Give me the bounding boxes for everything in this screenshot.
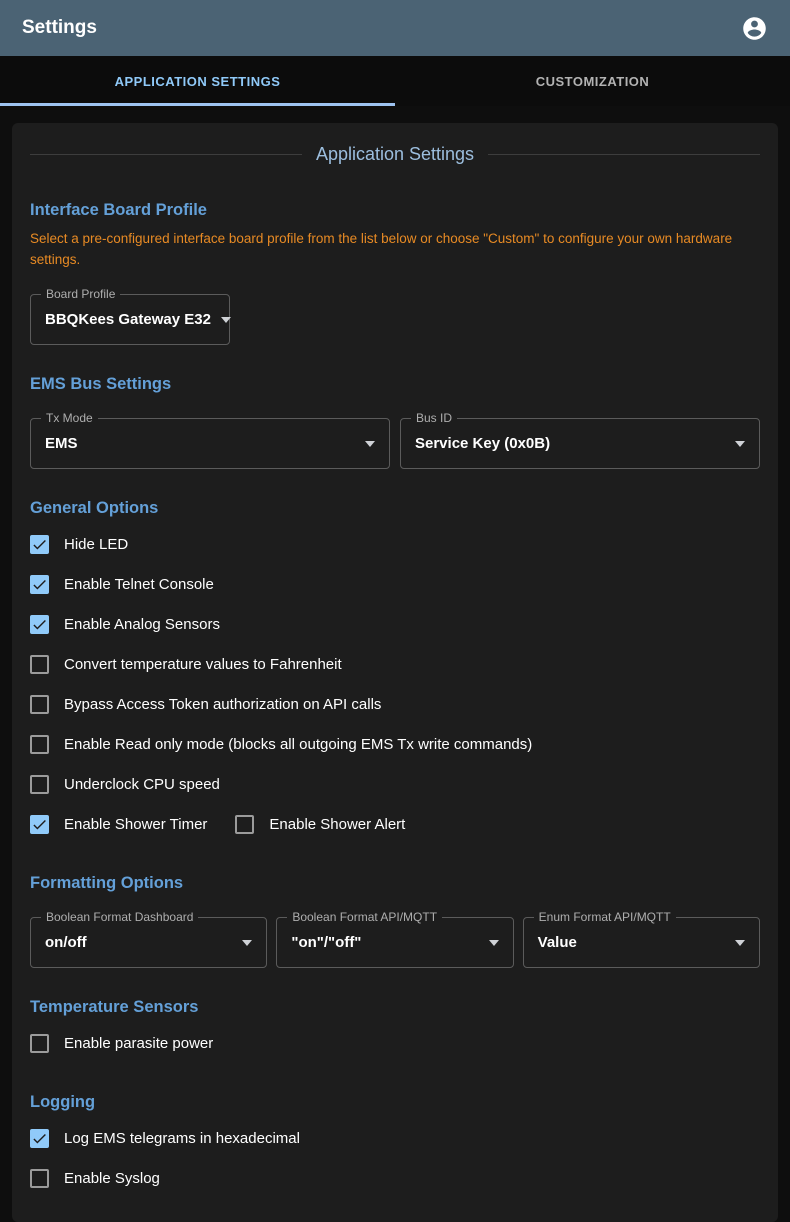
checkbox-label: Enable Telnet Console [64, 575, 214, 593]
section-heading-ems-bus: EMS Bus Settings [30, 375, 172, 393]
enum-format-api-select[interactable] [523, 910, 760, 968]
checkbox-hide-led[interactable] [30, 535, 128, 554]
checkbox-box[interactable] [30, 815, 49, 834]
boolean-format-api-label: Boolean Format API/MQTT [287, 910, 442, 924]
bus-id-value: Service Key (0x0B) [415, 435, 551, 452]
checkbox-box[interactable] [30, 615, 49, 634]
checkbox-log-hexadecimal[interactable] [30, 1129, 300, 1148]
shower-checkbox-row [30, 804, 760, 844]
checkbox-box[interactable] [30, 1129, 49, 1148]
checkbox-row [30, 564, 760, 604]
chevron-down-icon [221, 317, 231, 323]
page-title-row [30, 144, 760, 165]
checkbox-enable-syslog[interactable] [30, 1169, 160, 1188]
ems-bus-field-row [30, 411, 760, 469]
checkbox-box[interactable] [30, 1169, 49, 1188]
board-profile-select[interactable] [30, 287, 230, 345]
boolean-format-api-value: "on"/"off" [291, 934, 362, 951]
checkbox-label: Convert temperature values to Fahrenheit [64, 655, 342, 673]
checkbox-enable-telnet-console[interactable] [30, 575, 214, 594]
tab-application-settings[interactable]: APPLICATION SETTINGS [0, 56, 395, 106]
board-profile-value: BBQKees Gateway E32 [45, 311, 211, 328]
temperature-options-list [30, 1023, 760, 1063]
tx-mode-label: Tx Mode [41, 411, 98, 425]
checkbox-underclock-cpu[interactable] [30, 775, 220, 794]
tx-mode-value: EMS [45, 435, 78, 452]
chevron-down-icon [365, 441, 375, 447]
tx-mode-select[interactable] [30, 411, 390, 469]
checkbox-label: Enable Shower Timer [64, 815, 208, 833]
tab-customization[interactable]: CUSTOMIZATION [535, 73, 650, 89]
chevron-down-icon [735, 441, 745, 447]
checkbox-label: Enable Read only mode (blocks all outgoing EMS Tx write commands) [64, 735, 533, 753]
checkbox-row [30, 1158, 760, 1198]
app-bar [0, 0, 790, 56]
checkbox-box[interactable] [235, 815, 254, 834]
account-circle-icon[interactable] [741, 15, 768, 42]
enum-format-api-value: Value [537, 934, 577, 951]
checkbox-box[interactable] [30, 1034, 49, 1053]
chevron-down-icon [489, 940, 499, 946]
section-heading-general: General Options [30, 499, 159, 517]
settings-card [12, 123, 778, 1222]
checkbox-label: Hide LED [64, 535, 129, 553]
interface-board-description: Select a pre-configured interface board profile from the list below or choose "Custom" to configure your own hardware settings. [30, 231, 733, 267]
checkbox-row [30, 684, 760, 724]
chevron-down-icon [242, 940, 252, 946]
boolean-format-dashboard-select[interactable] [30, 910, 267, 968]
checkbox-shower-timer[interactable] [30, 815, 207, 834]
section-heading-interface-board: Interface Board Profile [30, 201, 207, 219]
checkbox-row [30, 644, 760, 684]
checkbox-label: Log EMS telegrams in hexadecimal [64, 1129, 300, 1147]
section-heading-logging: Logging [30, 1093, 96, 1111]
checkbox-label: Enable Shower Alert [269, 815, 406, 833]
tab-bar [0, 56, 790, 106]
general-options-list [30, 524, 760, 844]
title-divider-right [488, 154, 760, 155]
checkbox-parasite-power[interactable] [30, 1034, 213, 1053]
checkbox-box[interactable] [30, 535, 49, 554]
checkbox-label: Enable parasite power [64, 1034, 214, 1052]
board-profile-label: Board Profile [41, 287, 120, 301]
bus-id-label: Bus ID [411, 411, 457, 425]
checkbox-row [30, 764, 760, 804]
checkbox-label: Bypass Access Token authorization on API calls [64, 695, 382, 713]
checkbox-enable-analog-sensors[interactable] [30, 615, 220, 634]
checkbox-label: Underclock CPU speed [64, 775, 220, 793]
section-heading-temperature: Temperature Sensors [30, 998, 199, 1016]
checkbox-box[interactable] [30, 775, 49, 794]
section-heading-formatting: Formatting Options [30, 874, 184, 892]
checkbox-read-only-mode[interactable] [30, 735, 532, 754]
checkbox-row [30, 1118, 760, 1158]
checkbox-row [30, 604, 760, 644]
checkbox-box[interactable] [30, 735, 49, 754]
checkbox-bypass-access-token[interactable] [30, 695, 381, 714]
page-title: Application Settings [315, 144, 475, 164]
enum-format-api-label: Enum Format API/MQTT [534, 910, 676, 924]
boolean-format-api-select[interactable] [276, 910, 513, 968]
checkbox-row [30, 524, 760, 564]
checkbox-box[interactable] [30, 655, 49, 674]
checkbox-shower-alert[interactable] [235, 815, 405, 834]
checkbox-label: Enable Analog Sensors [64, 615, 220, 633]
title-divider-left [30, 154, 302, 155]
checkbox-box[interactable] [30, 575, 49, 594]
bus-id-select[interactable] [400, 411, 760, 469]
logging-options-list [30, 1118, 760, 1198]
formatting-field-row [30, 910, 760, 968]
checkbox-convert-fahrenheit[interactable] [30, 655, 342, 674]
checkbox-row [30, 1023, 760, 1063]
checkbox-label: Enable Syslog [64, 1169, 160, 1187]
boolean-format-dashboard-label: Boolean Format Dashboard [41, 910, 198, 924]
checkbox-box[interactable] [30, 695, 49, 714]
chevron-down-icon [735, 940, 745, 946]
checkbox-row [30, 724, 760, 764]
boolean-format-dashboard-value: on/off [45, 934, 87, 951]
app-title: Settings [22, 17, 97, 38]
